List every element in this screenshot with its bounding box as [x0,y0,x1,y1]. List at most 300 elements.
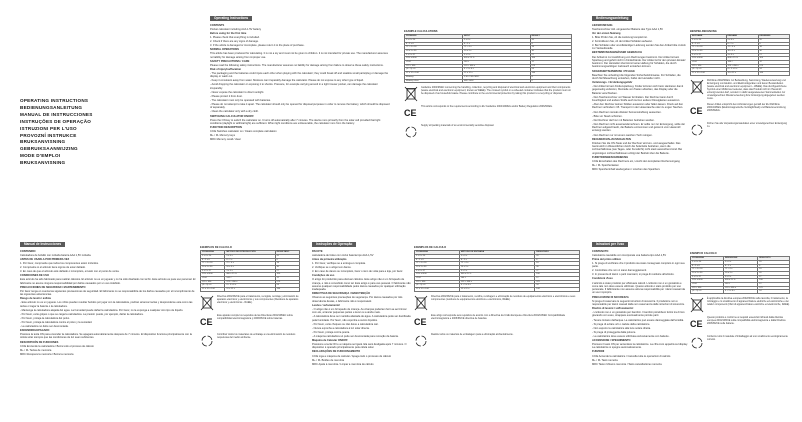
language-title: MODE D'EMPLOI [20,153,61,159]
italian-instructions [592,242,688,417]
table-cell: 144 √ [723,283,757,287]
table-cell: 54 [758,68,789,72]
table-cell: 30 [758,49,789,53]
table-cell: 54 [530,68,571,72]
table-cell: 12 x 12 = 144 [415,288,460,292]
table-cell: √144 [405,61,463,65]
heading: Vor der ersten Nutzung [592,31,621,35]
table-cell: 18 [275,262,299,266]
table-cell: 144 √ [459,277,534,281]
text: 3. In presenza di danni o parti mancanti, si prega di restituire all'articolo. [592,273,675,277]
heading: Rischio di lesioni / soffocamento! [592,307,634,311]
text: - Este artículo no es un juguete. Los niños pueden resultar heridos por jugar con la calculadora, podrían arrancar teclas y desprenderse esta como las teclas o tragar la batería o la calculadora. [20,301,193,308]
table-cell: MRC MRC [463,79,531,83]
table-cell: 12 [275,277,299,281]
table-cell: 10 x 3 = [225,265,275,269]
table-cell: 579 [275,280,299,284]
text: 3. If the article is damaged or incomplete, please return it to the place of purchase. [210,44,305,48]
table-cell: 27 [535,269,580,273]
table-cell: 5 x 4 = 20 [201,254,225,258]
text: Supply all packing materials of an environmentally sensitive disposal. [421,124,495,128]
text: 3. En caso de que el artículo esté dañado o incompleto, envíelo con el punto de venta. [20,270,120,274]
table-cell: 100 [535,273,580,277]
text: Observe as seguintes precauções de segurança. Por danos causados por não observância destas, o fabricante não é responsável. [312,296,403,303]
text: - A máquina calculadora só pode ser desmontada para remoção da bateria. [312,334,399,338]
text: - Por favor, proteja contra poeira. [312,330,350,334]
recycle-notice [200,333,300,349]
text: - Den Taschenrechner vor Wasser fernhalten. Der Rechner kann durch Feuchtigkeit und andere Stoffe auch kurzen andere Flüssigkeiten aussetzen. [592,95,681,103]
ce-notice [404,105,572,121]
spanish-examples [200,246,300,416]
heading: SWITCHING CALCULATOR ON/OFF [210,114,254,118]
table-cell: 25% of 400 [415,273,460,277]
table-cell: 20 [535,254,580,258]
table-cell: 25% of 400 [691,279,724,283]
heading: EJEMPLOS DE CÁLCULO [200,246,232,249]
heading: RECHNER EIN-/AUSSCHALTEN [592,137,631,141]
table-cell: 3 x 9 = 27 [415,269,460,273]
language-title: GEBRUIKSAANWIJZING [20,146,78,152]
text: C/CE Switches calculator on / Clears complete calculation [210,130,277,134]
recycle-notice [414,333,580,349]
text: - O artigo não é um brinquedo de criança. As crianças poderiam ferir-se ao brincar com ele, arrancar pequenas partes e levar ou a ainda mais. [312,307,407,315]
wheelie-bin-crossed-icon [404,86,418,102]
heading: Verletzungs- / Erstickungsgefahr [592,81,633,85]
column-header: RISULTATO [758,257,790,261]
table-cell: 3 x 9 = [723,275,757,279]
heading: Riesgo de lesión / asfixia [20,297,51,301]
table-cell: 6 [530,42,571,46]
table-cell: √144 [691,283,724,287]
heading: CONTENTS [210,23,225,27]
language-title: BRUKSANVISNING [20,139,66,145]
text: This article corresponds to the requirements according to EU Guideline 2004/108/EG and/or Battery Regulation 2006/66/EG. [421,105,553,109]
table-cell: 6 [275,258,299,262]
table-cell: 27 [758,53,789,57]
heading: PACOTE [312,249,323,253]
table-cell: 3 x 9 = [459,269,534,273]
svg-text:CE: CE [690,319,703,330]
table-cell: 123 + 456 [691,64,727,68]
text: Questo prodotto è conforme ai requisiti essenziali richiesti dalla direttiva europea 2004/108/CE sulla compatibilità elettromagnetica e dalla Direttiva 2006/66/CE sulle batterie. [707,316,786,326]
text: Si prega di osservare le seguenti istruzioni di sicurezza. Il produttore non è responsabile per danni causati dalla non osservanza delle istruzioni di sicurezza. [592,299,685,306]
heading: Máquina de Calcular ON/OFF [312,338,348,342]
table-cell: 5 x 4 = 20 [415,254,460,258]
text: - Nunca exponha a calculadora à luz solar directa. [312,326,370,330]
table-cell: 20 [275,254,299,258]
text: M+ / M- Speichertasten [592,163,619,167]
heading: EXAMPLE CALCULATIONS [404,30,438,33]
table-cell: 5 x 4 = [463,38,531,42]
text: - Si prega di evitare urti o cadute della calcolatrice. [592,322,651,326]
ce-mark-icon [414,314,428,330]
table-cell: 12 x 12 = 144 [405,72,463,76]
heading: FUNCTION DESCRIPTION [210,126,242,130]
text: Der Artikel ist zur Ausführung von Rechnungen bestimmt. Der Artikel ist kein Spielzeug und gehört nicht in Kinderhände. Der Artikel ist für den privaten Einsatz bestimmt. Der Hersteller übernimmt keine Haftung für Schäden, die durch bestimmungswidrigen Gebrauch entstehen können. [592,55,686,69]
table-cell: 400 x 25 % [463,57,531,61]
table-cell: 4 + 5 x 6 = [463,68,531,72]
heading: SICHERHEITSHINWEISE / PFLEGE [592,69,635,73]
heading: DESCRIPCIÓN DE FUNCIONES [20,340,59,344]
language-title: PROVOZNÍ INSTRUKCE [20,132,77,138]
text: Directiva 2002/96/CE para el tratamiento, recogida, reciclaje y eliminación de aparatos eléctricos y electrónicos y sus componentes (Residuos de aparatos eléctricos y electrónicos - RAEE). [217,294,299,304]
table-cell: 579 [758,286,790,290]
text: - Never expose the calculator to direct sunlight. [210,90,265,94]
german-instructions [592,16,686,211]
table-cell: 123 + 456 = [723,286,757,290]
language-title: OPERATING INSTRUCTIONS [20,98,89,103]
svg-text:CE: CE [414,316,427,327]
text: 2. Compruebe si el artículo tiene signos de estar dañado. [20,265,86,269]
section-header: Istruzioni per l'uso [592,242,628,247]
english-examples [404,30,572,215]
text: - The packaging and the batteries could injure each other when playing with the calculator; they could break off and swallow small parts/plug or damage the display or wash out. [210,71,389,79]
table-cell: 12 [758,61,789,65]
language-title: ISTRUZIONI PER L'USO [20,125,77,131]
table-cell: (4 + 5) x 6 [405,68,463,72]
table-cell: 5 x 4 = [723,260,757,264]
table-cell: 400 x 25 % [726,57,758,61]
table-cell: 6 [758,42,789,46]
table-cell: 30 [530,49,571,53]
text: È applicabile la direttiva europea 2002/96/CE sulla raccolta, il trattamento, la riciclaggio e lo smaltimento di apparecchiature elettriche ed elettroniche e dei relativi componenti (rifiuti di apparecchiature elettriche ed elettroniche, RAEE). [707,297,790,307]
table-cell: 72 ÷ 4 = 18 [415,262,460,266]
table-cell: Memory [405,75,463,79]
table-cell: 27 [530,53,571,57]
table-cell: 3 x 9 = [225,269,275,273]
weee-notice [404,86,572,102]
heading: EXEMPLOS DE CÁLCULO [414,246,447,249]
table-cell: 8 - 2 = 6 [201,258,225,262]
portuguese-instructions [312,242,412,417]
heading: ESEMPI DI CALCOLO [690,252,717,255]
text: 1. Si prega di verificare che il prodotto sia stato consegnato completo in ogni sua parte. [592,261,685,269]
recycle-notice [404,124,572,140]
table-cell: 0 [530,79,571,83]
heading: DECLARAÇÕES DE FUNCIONAMENTO [312,350,361,354]
svg-text:CE: CE [690,105,703,116]
text: Calculadora de bolsillo con incluida batería AAA 1,5V incluida. [20,253,92,257]
table-cell: 72 ÷ 4 = [459,262,534,266]
table-cell: 3 x 9 = 27 [691,53,727,57]
table-cell: 25% of 400 [405,57,463,61]
table-cell: 3 x 9 = [726,53,758,57]
wheelie-bin-crossed-icon [690,297,704,313]
table-cell: (4 + 5) x 6 [691,68,727,72]
column-header: RESULT [530,35,571,39]
example-table [414,250,580,292]
table-cell: 12 [530,61,571,65]
text: Dieser Artikel entspricht den Anforderungen gemäß der EU-Richtlinie 2004/108/EG (Elektromagnetische Verträglichkeit) und Batterieverordnung 2006/66/EG. [707,102,786,112]
column-header: INPUT [463,35,531,39]
table-cell: 72 ÷ 4 = [225,262,275,266]
table-cell: 10 x 3 = 30 [691,49,727,53]
text: L'articolo è stato prodotto per effettuare calcoli. L'articolo non è un giocattolo e come tale non deve essere utilizzato. Questo articolo è stato prodotto per uso personale. Il fabbricante non assume alcuna responsabilità per i danni causati da un uso improprio. [592,281,686,295]
table-cell: 10 x 3 = [459,265,534,269]
text: - Den Rechner nur mit einem weichen Tuch reinigen. [592,133,653,137]
text: - Por favor, proteja la calculadora contra el polvo y la suciedad. [20,320,93,324]
heading: Lesões / sufocamento! [312,303,341,307]
table-cell: 10 x 3 = [463,49,531,53]
svg-text:CE: CE [200,316,213,327]
text: 2. Controllare che non vi siano danneggiamenti. [592,269,647,273]
text: - A calculadora deve ser mantida afastada de água. A calculadora pode ser danificada pela humidade. Por favor, não exponha a outros líquidos. [312,315,411,322]
table-row [201,288,300,292]
table-cell: 123 + 456 [415,280,460,284]
example-table [200,250,300,292]
weee-notice [690,297,790,313]
text: Realize todos os materiais de embalagem para a eliminação ambientalmente. [431,332,514,336]
table-cell: 54 [535,284,580,288]
text: - Mantenga la calculadora alejada del agua. La humedad puede dañar la calculadora. Por favor, no la exponga a cualquier otro tipo de líquido. [20,308,184,312]
text: 2. Verifique se o artigo tem danos. [312,265,352,269]
table-cell: 5 x 4 = [459,254,534,258]
text: Este aparato cumple los requisitos de las Directivas 2004/108/EC sobre compatibilidad electromagnética y 2006/66/CE sobre baterías. [217,313,294,320]
table-cell: 72 ÷ 4 = 18 [405,46,463,50]
text: M+ / M- Teclas de memoria [20,348,52,352]
table-cell: 72 ÷ 4 = 18 [201,262,225,266]
table-cell: 30 [275,265,299,269]
text: - Tenere lontano dall'acqua. La calcolatrice può essere danneggiata dall'umidità. [592,318,684,322]
section-header: Operating Instructions [210,16,252,21]
heading: PRECAUZIONI DI SICUREZZA [592,295,629,299]
text: - Den Rechner nicht auseinandernehmen. Er sollte nur zur Entsorgung, sollte der Rechner aufgeschraubt, die Batterie entnommen und getrennt vom Hausmüll entsorgt werden. [592,122,685,133]
table-cell: 100 [758,57,789,61]
table-cell: 144 [275,288,299,292]
table-cell: 144 √ [225,277,275,281]
table-cell: 3 x 9 = 27 [691,275,724,279]
weee-notice [200,295,300,311]
heading: CONTENUTO [592,249,609,253]
ce-mark-icon [200,314,214,330]
recycle-icon [404,124,418,140]
heading: NORMAL OPERATIONS [210,48,240,52]
table-cell: 5 x 4 = 20 [691,260,724,264]
text: Por favor tenga en cuenta las siguientes precauciones de seguridad. El fabricante no se responsabiliza de los daños causados por el incumplimiento de las siguientes advertencias. [20,289,195,297]
text: - Avoid dropping the calculator or exposing it to shocks. Pressure, for example carrying around in a tight trouser pocket, can damage the calculator irreparably. [210,83,378,90]
ce-mark-icon [404,105,418,121]
heading: BESTIMMUNGSGEMÄSSER GEBRAUCH [592,51,643,55]
heading: Prima del primo utilizzo [592,257,622,261]
heading: BEISPIELRECHNUNG [690,30,717,33]
heading: FUNKTIONSBESCHREIBUNG [592,155,629,159]
heading: ACCENSIONE / SPEGNIMENTO [592,338,631,342]
table-cell: 30 [758,271,790,275]
text: Beachten Sie unbedingt die folgenden Sicherheitshinweise. Für Schäden, die durch Nichtbeachtung entstehen, haftet der Hersteller nicht. [592,73,681,80]
text: This article has been produced for calculating. It is not a toy and must not be given to children. It is not intended for private use. The manufacturer assumes no liability for damage arising from improper use. [210,52,388,59]
heading: CONTENIDO [20,249,36,253]
text: Directiva 2002/96/CE para o tratamento, recolha, reciclagem e eliminação de resíduos de equipamentos eléctricos e electrónicos e seus componentes (resíduos de equipamentos eléctricos e electrónicos, REEE). [431,294,576,301]
text: - Der Rechner darf nur mit Batterien betrieben werden. [592,118,655,122]
table-cell: √144 [691,61,727,65]
text: - Bitte vor Staub schützen. [592,114,623,118]
ce-notice [414,314,580,330]
table-cell: 12 [758,283,790,287]
text: 2. Check if there are any signs of damage. [210,39,259,43]
table-cell: 27 [275,269,299,273]
table-cell: 400 x 25 % [225,273,275,277]
table-cell: (4 + 5) x 6 [201,284,225,288]
table-cell: 20 [530,38,571,42]
text: Calcolatrice tascabile con incorporata una batteria tipo AAA 1,5V [592,253,667,257]
table-cell: 3 x 9 = 27 [201,269,225,273]
column-header: IMMISSIONE [723,257,757,261]
table-cell: 12 x 12 = 144 [201,288,225,292]
text: - The calculator must only be operated with batteries. [210,98,271,102]
heading: DIRECTIVAS DE SEGURANÇA / MANUTENÇÃO [312,292,371,296]
language-title: BRUKSANVISNING [20,160,66,166]
wheelie-bin-crossed-icon [414,295,428,311]
table-cell: 12 x 12 = [463,72,531,76]
table-cell: 30 [535,265,580,269]
table-cell: 5 x 4 = [225,254,275,258]
column-header: ERGEBNIS [758,35,789,39]
table-cell: 8 - 2 = [225,258,275,262]
section-header: Bedienungsanleitung [592,16,632,21]
text: - Clean the calculator only with a dry cloth. [210,110,259,114]
table-cell: 123 + 456 [201,280,225,284]
text: M+ / M- Botões de memória [312,358,345,362]
table-cell: 8 - 2 = 6 [405,42,463,46]
text: - Aber den Rechner keinen Stößen aussetzen oder fallen lassen. Druck auf den Rechner verhindern z.B. Transport in der Hosentasche oder zu engen Taschen. [592,103,684,110]
table-cell: 25% of 400 [691,57,727,61]
table-cell: 579 [530,64,571,68]
text: O artigo foi produzido para efectuar cálculos. Este artigo não é um brinquedo de criança, e não é concebido como tal. Este artigo é para uso pessoal. O fabricante não assume qualquer responsabilidade pelos danos causados por qualquer utilização inadequada. [312,278,411,292]
ce-notice [690,316,790,332]
heading: ANTES DE USARLA POR PRIMERA VEZ [20,257,70,261]
table-row [405,79,572,83]
text: 3. Em caso de danos ou incompleto, favor o item de volta para a loja, por favor. [312,270,404,274]
heading: PRECAUCIONES DE SEGURIDAD / MANTENIMIENTO [20,285,86,289]
text: - L'articolo non è un giocattolo per bambini. I bambini potrebbero ferirsi tra di loro giocando con esso, strappare eventualmente piccole parti. [592,311,685,318]
table-cell: Memory clear [405,79,463,83]
svg-text:CE: CE [404,108,417,119]
table-cell: 123 + 456 = [463,64,531,68]
text: Please read the following safety instructions. The manufacturer assumes no liability for damage arising from failure to observe these safety instructions. [210,63,384,67]
column-header: RESULTADO [275,251,299,255]
text: 1. Por favor, compruebe que todos los componentes estén incluidos. [20,261,99,265]
text: Pressione a tecla ON e a máquina se ligará. Ela será desligada após 7 minutos. O dispositivo é operado principalmente pela célula solar. [312,343,407,350]
table-cell: 72 ÷ 4 = [463,46,531,50]
column-header: PROBLEMA [201,251,225,255]
table-cell: 100 [275,273,299,277]
table-cell: 10 x 3 = 30 [415,265,460,269]
text: C/CE Accende la calcolatrice / Cancella tutte le operazioni di calcolo [592,354,671,358]
table-cell: 10 x 3 = [723,271,757,275]
table-row [691,72,790,76]
table-cell: 27 [758,275,790,279]
table-cell: 144 √ [463,61,531,65]
text: - La calculadora no debe ser desmontada. [20,324,69,328]
heading: FUNZIONI [592,350,605,354]
heading: Before using for the first time [210,31,247,35]
column-header: MÉTODO DE INTRODUCCIÓN [225,251,275,255]
heading: Condições de uso [312,274,335,278]
table-cell: 18 [758,46,789,50]
text: Drücken Sie die ON-Taste und der Rechner wird ein- und ausgeschaltet. Das Gerät wird im Wesentlichen durch die Solarzelle betrieben, wenn die Lichtverhältnisse (wie Tages- oder Kunstlicht) nicht stark ausreichend sind. Bei ungünstigen Lichtverhältnissen erfolgt der Betrieb über die Batterie. [592,141,683,155]
wheelie-bin-crossed-icon [200,295,214,311]
text: - Der Artikel ist kein Kinderspielzeug. Kinder könnten sich beim Hantieren damit gegenseitig verletzen, Kleinteile von Tasten abreißen, das Display oder die Batterie verschlucken. [592,85,684,95]
table-cell: 100 [530,57,571,61]
table-cell: 123 + 456 = [225,280,275,284]
heading: CONDICIONES DE USO [20,274,49,278]
language-title: MANUAL DE INSTRUCCIONES [20,111,93,117]
table-cell: 10 x 3 = 30 [201,265,225,269]
heading: ENCENDIDO/APAGADO [20,329,50,333]
ce-mark-icon [690,103,704,119]
table-cell: 123 + 456 [405,64,463,68]
text: Press the ON key to switch the calculator on. It turns off automatically after 7 minutes. The device runs primarily from the solar cell provided that light conditions (daylight or artificial light) are sufficient. When light conditions are unfavourable, the calculator runs from the battery. [210,118,381,125]
wheelie-bin-crossed-icon [690,79,704,95]
ce-mark-icon [690,316,704,332]
text: 1. Bitte Prüfen Sie, ob die Lieferung komplett ist. [592,35,648,39]
recycle-notice [690,122,790,138]
column-header: PROBLEMA [415,251,460,255]
table-cell: 5 x 4 = 20 [691,38,727,42]
text: 3. Bei Schäden oder unvollständiger Lieferung senden Sie den Artikel bitte zurück zur Verkaufsstelle. [592,44,686,51]
table-cell: 72 ÷ 4 = 18 [691,268,724,272]
table-cell: 8 - 2 = [459,258,534,262]
text: Richtlinie 2002/96/EG zur Behandlung, Sammlung, Wiederverwertung und Entsorgung von Elektro- und Elektronikgeräten und deren Bestandteilen (waste electrical and electronic equipment – WEEE). Das durchgestrichene Symbol einer Mülltonne bedeutet, dass das Produkt nicht im Hausmüll entsorgt werden darf, sondern in dafür ausgewiesenen Sammelstellen zur umweltgerechten Wiederverwertung bzw. Entsorgung abgegeben werden muss. [707,78,787,100]
table-cell: 579 [758,64,789,68]
table-cell: 8 - 2 = [723,264,757,268]
language-title: BEDIENUNGSANLEITUNG [20,104,83,110]
text: M+ / M- Tasti memoria [592,358,618,362]
table-cell: 18 [758,268,790,272]
table-cell: 12 x 12 = [459,288,534,292]
heading: LIEFERUMFANG [592,23,613,27]
text: - Por favor, evite golpes o que se caiga la calculadora. La presión puede, por ejemplo, dañar la calculadora. [20,312,144,316]
table-cell: 400 x 25 % [723,279,757,283]
text: MRC Apela à memória / Limpar a memória de cálculo [312,362,374,366]
table-cell: 18 [530,46,571,50]
table-cell: 579 [535,280,580,284]
spanish-instructions [20,242,196,417]
german-examples [690,30,790,215]
table-cell: 20 [758,38,789,42]
text: Este artigo corresponde aos requisitos de acordo com a Directiva da União Europeia e Directiva 2004/108/EC Compatibilidade electromagnética e 2006/66/CE directiva de baterias. [431,313,566,320]
example-table [690,256,790,294]
table-cell: 72 ÷ 4 = [726,46,758,50]
table-cell: 400 x 25 % [459,273,534,277]
column-header: PROBLEMA [691,257,724,261]
table-cell: 10 x 3 = [726,49,758,53]
recycle-icon [690,122,704,138]
text: Premere il tasto ON per accendere la calcolatrice. La cifra zero apparirà sul display. La calcolatrice si spegne automaticamente. [592,343,688,350]
text: MRC Speicherinhalt wiedergeben / Löschen des Speichers [592,168,660,171]
section-header: Manual de Instrucciones [20,242,65,247]
text: - Keep it consistent away from water. Moisture can irreparably damage the calculator. Please do not expose to any other type of liquid. [210,79,364,83]
table-cell: 12 x 12 = [225,288,275,292]
table-cell: 12 [535,277,580,281]
column-header: AUFGABE [691,35,727,39]
table-cell: 144 [535,288,580,292]
text: calculadora de bolso com incluí bateria tipo AAA 1,5V [312,253,374,257]
table-cell: 54 [275,284,299,288]
text: Contribuir todos los materiales de embalaje a una eliminación de residuos respetuosa del medio ambiente. [217,332,296,339]
table-cell: 6 [758,264,790,268]
table-cell: (4 + 5) x 6 [691,290,724,294]
recycle-icon [690,335,704,351]
text: MRC Recupera la memoria / Borra la memoria [20,352,74,356]
column-header: RESULTADO [535,251,580,255]
table-cell: 5 x 4 = 20 [405,38,463,42]
table-cell: 5 x 4 = [726,38,758,42]
table-cell: √144 [415,277,460,281]
table-cell: 25% of 400 [201,273,225,277]
table-row [415,288,580,292]
table-cell: 4 + 5 x 6 = [459,284,534,288]
